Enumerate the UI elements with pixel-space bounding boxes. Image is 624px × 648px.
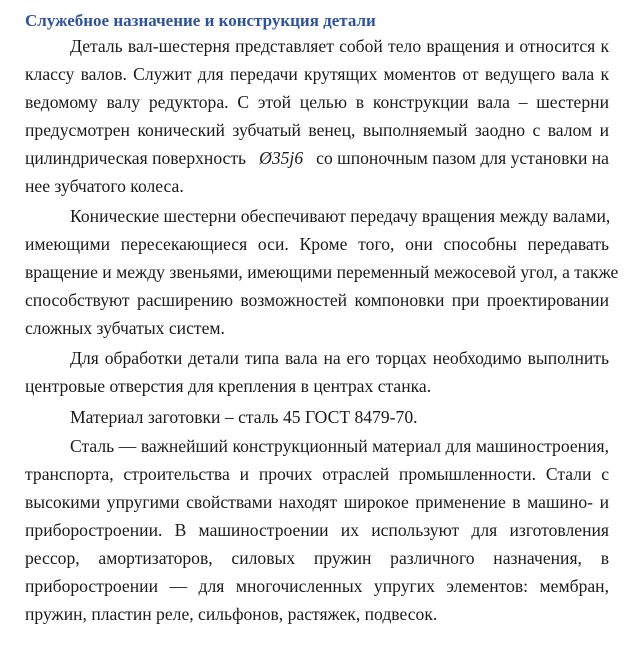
paragraph-line: ведомому валу редуктора. С этой целью в конструкции вала – шестерни [25, 92, 609, 112]
paragraph-line: Сталь — важнейший конструкционный материал для машиностроения, [70, 436, 609, 456]
paragraph-line: сложных зубчатых систем. [25, 318, 225, 338]
paragraph-line: центровые отверстия для крепления в центрах станка. [25, 376, 432, 396]
line-text: со шпоночным пазом для установки на [316, 148, 609, 168]
paragraph-line: классу валов. Служит для передачи крутящих моментов от ведущего вала к [25, 64, 609, 84]
paragraph-line: Деталь вал-шестерня представляет собой тело вращения и относится к [70, 36, 609, 56]
section-heading: Служебное назначение и конструкция детали [25, 11, 376, 30]
paragraph-line: транспорта, строительства и прочих отраслей промышленности. Стали с [25, 464, 609, 484]
paragraph-line: пружин, пластин реле, сильфонов, растяжек, подвесок. [25, 604, 438, 624]
paragraph-line: вращение и между звеньями, имеющими переменный межосевой угол, а также [25, 262, 619, 282]
paragraph-line: высокими упругими свойствами находят широкое применение в машино- и [25, 492, 609, 512]
paragraph-line: предусмотрен конический зубчатый венец, выполняемый заодно с валом и [25, 120, 609, 140]
paragraph-line: нее зубчатого колеса. [25, 176, 184, 196]
line-text: цилиндрическая поверхность [25, 148, 247, 168]
paragraph-line: Материал заготовки – сталь 45 ГОСТ 8479-70. [70, 407, 418, 427]
paragraph-line: способствуют расширению возможностей компоновки при проектировании [25, 290, 609, 310]
paragraph-line: рессор, амортизаторов, силовых пружин различного назначения, в [25, 548, 609, 568]
diameter-tolerance-formula: Ø35j6 [259, 148, 304, 168]
paragraph-line: приборостроении — для многочисленных упругих элементов: мембран, [25, 576, 609, 596]
paragraph-line: Конические шестерни обеспечивают передачу вращения между валами, [70, 206, 611, 226]
paragraph-line: имеющими пересекающиеся оси. Кроме того, они способны передавать [25, 234, 609, 254]
paragraph-line: Для обработки детали типа вала на его торцах необходимо выполнить [70, 348, 609, 368]
paragraph-line-with-formula [25, 146, 609, 170]
paragraph-line: приборостроении. В машиностроении их используют для изготовления [25, 520, 609, 540]
